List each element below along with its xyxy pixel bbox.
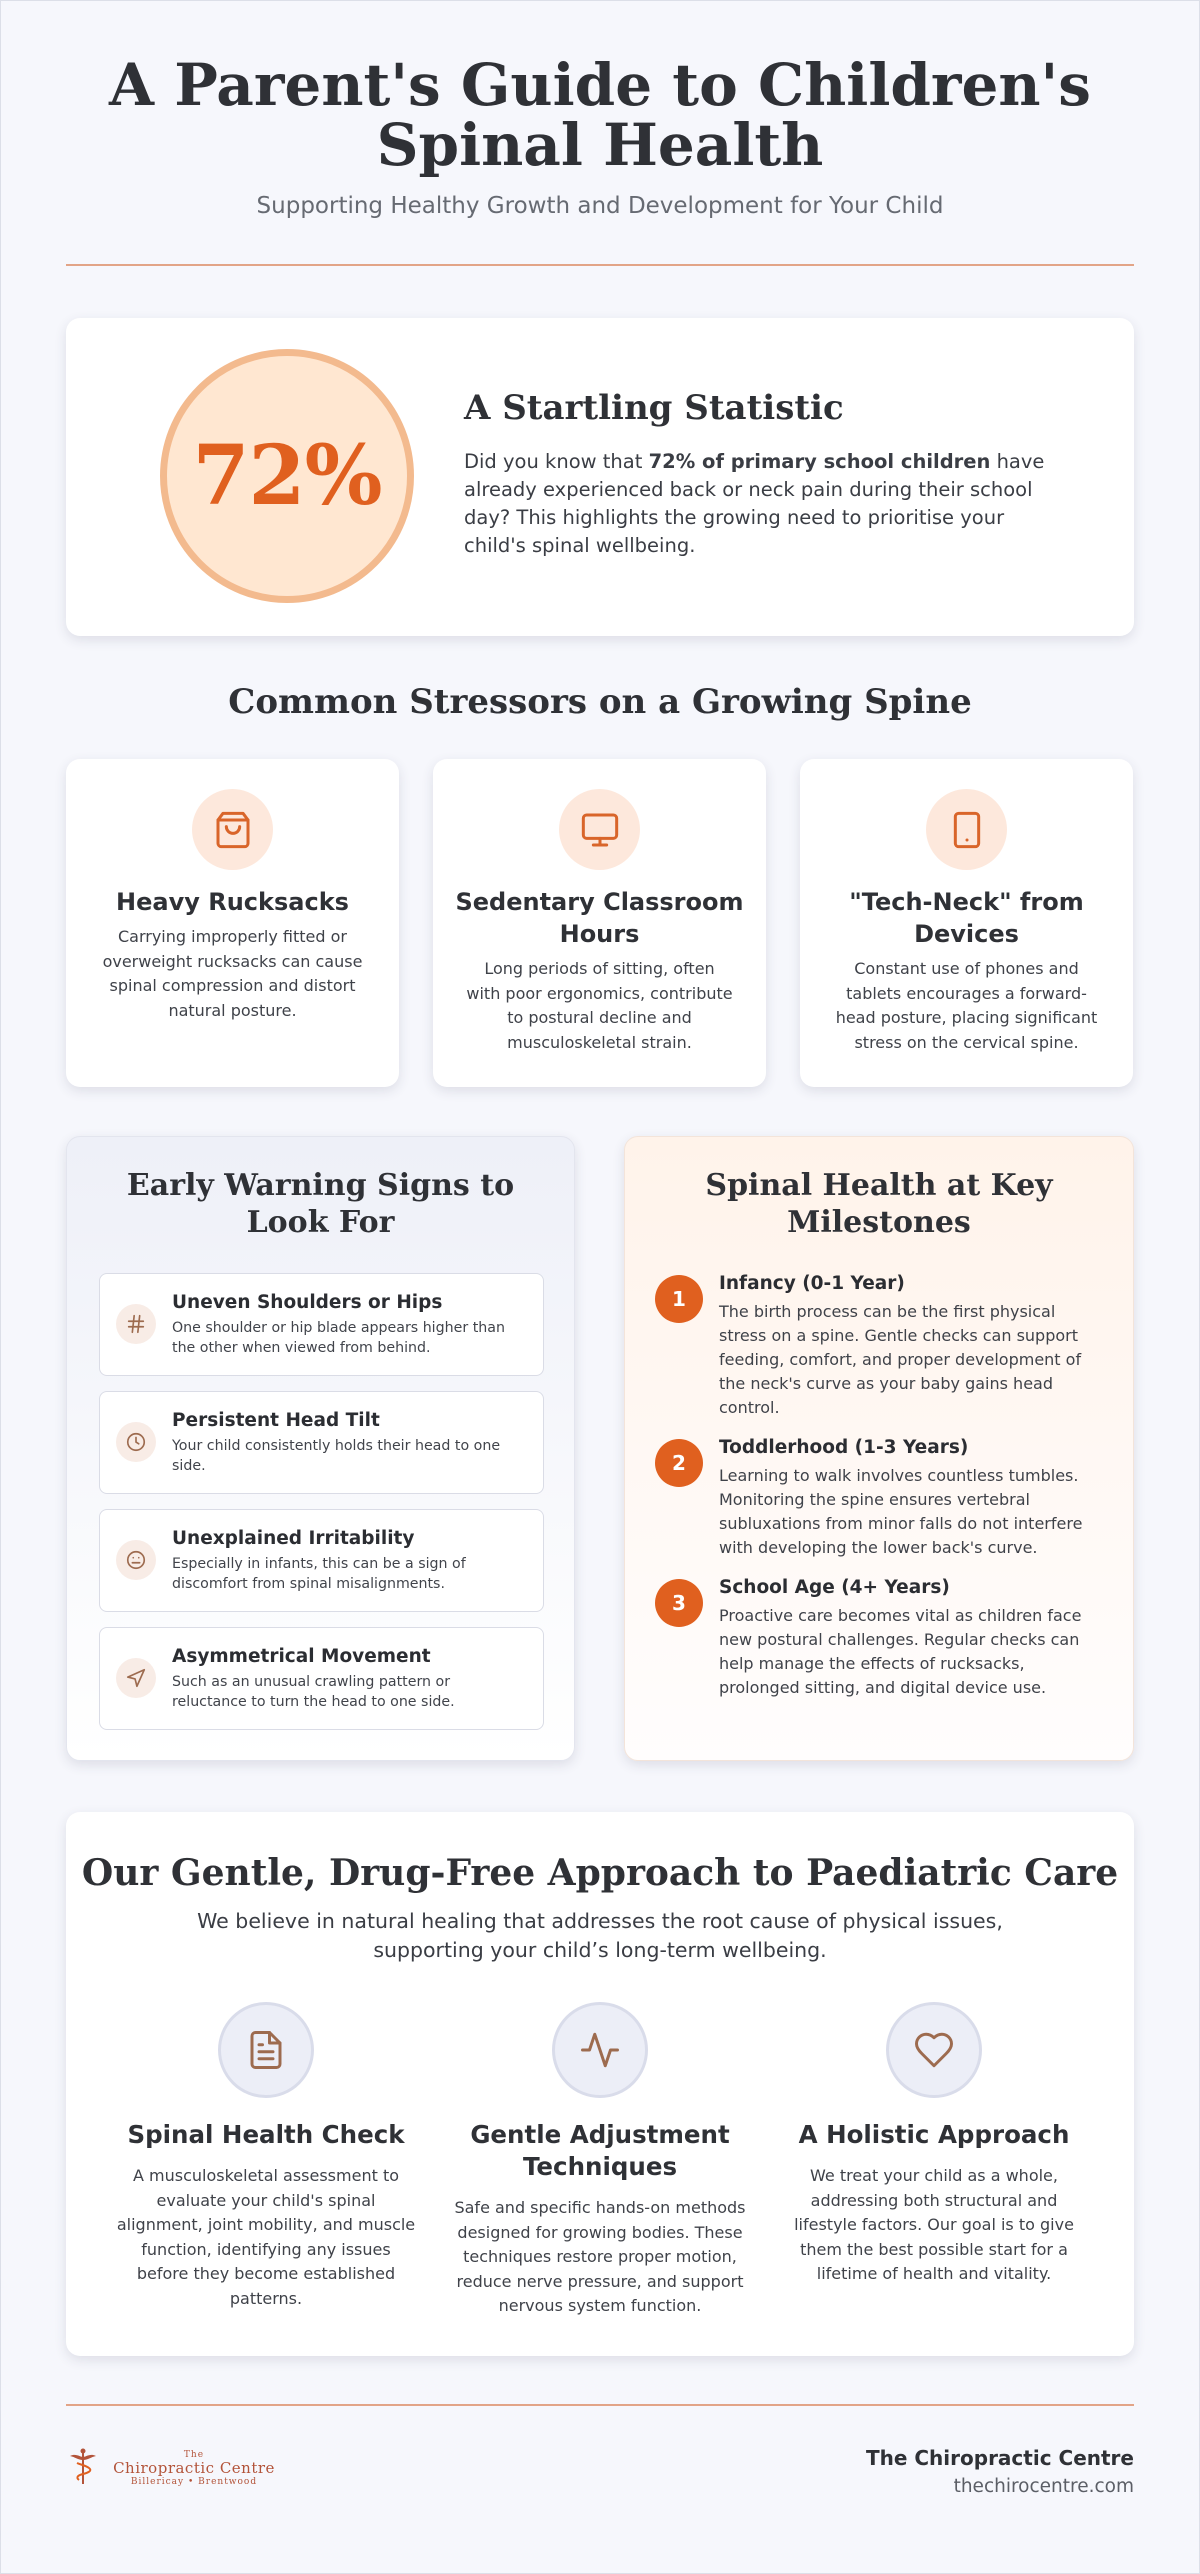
statistic-body-bold: 72% of primary school children xyxy=(648,450,991,473)
statistic-heading: A Startling Statistic xyxy=(464,388,844,428)
approach-item-body: Safe and specific hands-on methods designed for growing bodies. These techniques restore proper motion, reduce nerve pressure, and support nervous system function. xyxy=(454,2198,746,2315)
warning-sign-desc: Such as an unusual crawling pattern or reluctance to turn the head to one side. xyxy=(172,1674,455,1710)
stressor-body: Carrying improperly fitted or overweight rucksacks can cause spinal compression and distort natural posture. xyxy=(102,927,363,1020)
tablet-icon xyxy=(926,789,1007,870)
milestone-number: 3 xyxy=(655,1579,703,1627)
warning-sign-title: Asymmetrical Movement xyxy=(172,1646,431,1667)
logo-text xyxy=(102,2450,286,2487)
milestone-number: 2 xyxy=(655,1439,703,1487)
warning-sign-desc: Your child consistently holds their head to one side. xyxy=(172,1438,501,1474)
approach-item-body: We treat your child as a whole, addressing both structural and lifestyle factors. Our goal is to give them the best possible start for a lifetime of health and vitality. xyxy=(794,2166,1074,2283)
statistic-card xyxy=(66,318,1134,636)
logo-the: The xyxy=(183,2450,205,2460)
footer-divider xyxy=(66,2404,1134,2406)
document-icon xyxy=(218,2002,314,2098)
approach-subtitle: We believe in natural healing that addresses the root cause of physical issues, supporting your child’s long-term wellbeing. xyxy=(197,1909,1003,1962)
milestone-title: School Age (4+ Years) xyxy=(719,1577,950,1598)
footer-website-link[interactable]: thechirocentre.com xyxy=(953,2476,1134,2497)
statistic-text xyxy=(464,388,1054,560)
statistic-body xyxy=(464,448,1054,560)
statistic-body-suffix: have already experienced back or neck pain during their school day? This highlights the growing need to prioritise your child's spinal wellbeing. xyxy=(464,450,1045,557)
milestone-number: 1 xyxy=(655,1275,703,1323)
warning-sign-title: Uneven Shoulders or Hips xyxy=(172,1292,443,1313)
warning-sign-item xyxy=(99,1509,544,1612)
footer-contact xyxy=(866,2446,1134,2497)
navigation-icon xyxy=(116,1658,156,1698)
warning-sign-title: Unexplained Irritability xyxy=(172,1528,415,1549)
warning-signs-title: Early Warning Signs to Look For xyxy=(126,1168,515,1240)
warning-sign-item xyxy=(99,1391,544,1494)
bag-icon xyxy=(192,789,273,870)
hash-icon xyxy=(116,1304,156,1344)
statistic-value: 72% xyxy=(192,428,382,524)
statistic-circle xyxy=(160,349,414,603)
approach-card xyxy=(66,1812,1134,2356)
milestones-title: Spinal Health at Key Milestones xyxy=(705,1168,1053,1240)
stressors-title: Common Stressors on a Growing Spine xyxy=(228,682,972,722)
milestone-desc: Learning to walk involves countless tumbles. Monitoring the spine ensures vertebral subluxations from minor falls do not interfere with developing the lower back's curve. xyxy=(719,1466,1083,1557)
clock-icon xyxy=(116,1422,156,1462)
stressor-card-tech-neck xyxy=(800,759,1133,1087)
warning-sign-desc: Especially in infants, this can be a sign of discomfort from spinal misalignments. xyxy=(172,1556,466,1592)
warning-sign-item xyxy=(99,1627,544,1730)
warning-sign-item xyxy=(99,1273,544,1376)
warning-sign-title: Persistent Head Tilt xyxy=(172,1410,380,1431)
logo-locations: Billericay • Brentwood xyxy=(130,2477,258,2487)
clinic-logo xyxy=(66,2446,286,2496)
page-header xyxy=(66,51,1134,219)
warning-sign-desc: One shoulder or hip blade appears higher than the other when viewed from behind. xyxy=(172,1320,505,1356)
approach-item-title: Gentle Adjustment Techniques xyxy=(470,2120,730,2181)
page-subtitle: Supporting Healthy Growth and Development for Your Child xyxy=(256,193,944,219)
milestone-desc: Proactive care becomes vital as children face new postural challenges. Regular checks can help manage the effects of rucksacks, prolonged sitting, and digital device use. xyxy=(719,1606,1082,1697)
stressor-card-rucksacks xyxy=(66,759,399,1087)
stressor-body: Constant use of phones and tablets encourages a forward-head posture, placing significant stress on the cervical spine. xyxy=(835,959,1098,1052)
monitor-icon xyxy=(559,789,640,870)
heart-icon xyxy=(886,2002,982,2098)
approach-title: Our Gentle, Drug-Free Approach to Paediatric Care xyxy=(81,1852,1119,1894)
milestone-desc: The birth process can be the first physical stress on a spine. Gentle checks can support feeding, comfort, and proper development of the neck's curve as your baby gains head control. xyxy=(719,1302,1082,1417)
stressor-card-classroom xyxy=(433,759,766,1087)
stressor-title: Sedentary Classroom Hours xyxy=(455,888,744,948)
approach-item-body: A musculoskeletal assessment to evaluate your child's spinal alignment, joint mobility, and muscle function, identifying any issues before they become established patterns. xyxy=(116,2166,416,2308)
footer-clinic-name: The Chiropractic Centre xyxy=(865,2446,1134,2470)
warning-signs-panel xyxy=(66,1136,575,1761)
approach-item-title: A Holistic Approach xyxy=(798,2120,1070,2149)
face-icon xyxy=(116,1540,156,1580)
header-divider xyxy=(66,264,1134,266)
stressor-body: Long periods of sitting, often with poor ergonomics, contribute to postural decline and musculoskeletal strain. xyxy=(466,959,733,1052)
activity-icon xyxy=(552,2002,648,2098)
approach-item-title: Spinal Health Check xyxy=(127,2120,405,2149)
page-title: A Parent's Guide to Children's Spinal Health xyxy=(109,51,1091,179)
stressor-title: "Tech-Neck" from Devices xyxy=(849,888,1084,948)
milestone-title: Toddlerhood (1-3 Years) xyxy=(719,1437,969,1458)
statistic-body-prefix: Did you know that xyxy=(464,450,649,473)
milestone-title: Infancy (0-1 Year) xyxy=(719,1273,905,1294)
milestones-panel xyxy=(624,1136,1134,1761)
caduceus-icon xyxy=(66,2446,100,2486)
stressor-title: Heavy Rucksacks xyxy=(116,888,349,916)
logo-name: Chiropractic Centre xyxy=(113,2459,275,2477)
